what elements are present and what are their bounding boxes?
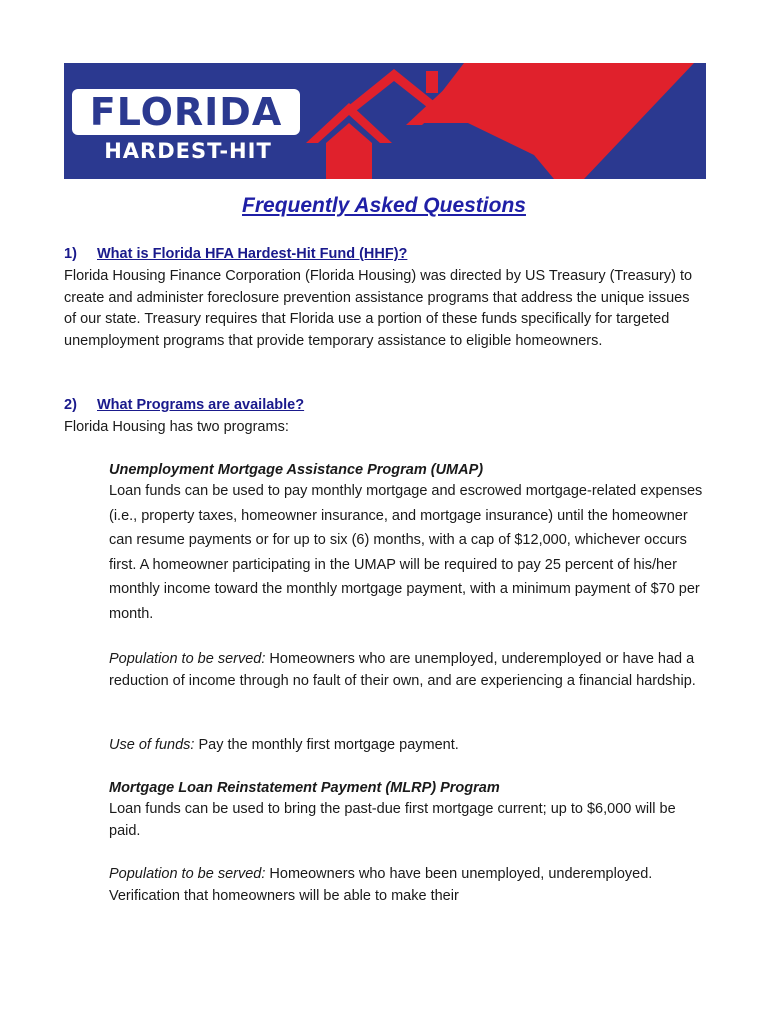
umap-population [109,649,709,692]
logo-hardest-hit-text: HARDEST-HIT [104,139,272,163]
use-of-funds-label: Use of funds: [109,737,195,753]
program-title-umap: Unemployment Mortgage Assistance Program (UMAP) [109,462,484,478]
question-text: What Programs are available? [97,397,305,413]
mlrp-population [109,864,709,907]
faq-question-2[interactable] [64,397,304,413]
question-text: What is Florida HFA Hardest-Hit Fund (HHF)? [97,246,408,262]
use-of-funds-text: Pay the monthly first mortgage payment. [198,737,459,753]
population-text: Homeowners who are unemployed, underemployed or have had a reduction of income through no fault of their own, and are experiencing a financial hardship. [109,651,696,689]
program-description-mlrp: Loan funds can be used to bring the past-due first mortgage current; up to $6,000 will be paid. [109,801,676,839]
program-description-umap: Loan funds can be used to pay monthly mortgage and escrowed mortgage-related expenses (i.e., property taxes, homeowner insurance, and mortgage insurance) until the homeowner can resume payments or for up to six (6) months, with a cap of $12,000, whichever occurs first. A homeowner participating in the UMAP will be required to pay 25 percent of his/her monthly income toward the monthly mortgage payment, with a minimum payment of $70 per month. [109,483,703,622]
header-banner [64,63,706,179]
program-title-mlrp: Mortgage Loan Reinstatement Payment (MLRP) Program [109,780,500,796]
population-label: Population to be served: [109,651,266,667]
faq-answer-2: Florida Housing has two programs: [64,419,289,435]
faq-answer-1: Florida Housing Finance Corporation (Florida Housing) was directed by US Treasury (Treasury) to create and administer foreclosure prevention assistance programs that address the unique issues of our state. Treasury requires that Florida use a portion of these funds specifically for targeted unemployment programs that provide temporary assistance to eligible homeowners. [64,268,693,349]
population-text: Homeowners who have been unemployed, underemployed. Verification that homeowners will be able to make their [109,866,653,904]
page-title: Frequently Asked Questions [242,194,526,217]
faq-question-1[interactable] [64,246,407,262]
logo-florida-text: FLORIDA [89,90,283,134]
population-label: Population to be served: [109,866,266,882]
question-number: 1) [64,246,77,262]
question-number: 2) [64,397,77,413]
umap-use-of-funds [109,735,709,757]
